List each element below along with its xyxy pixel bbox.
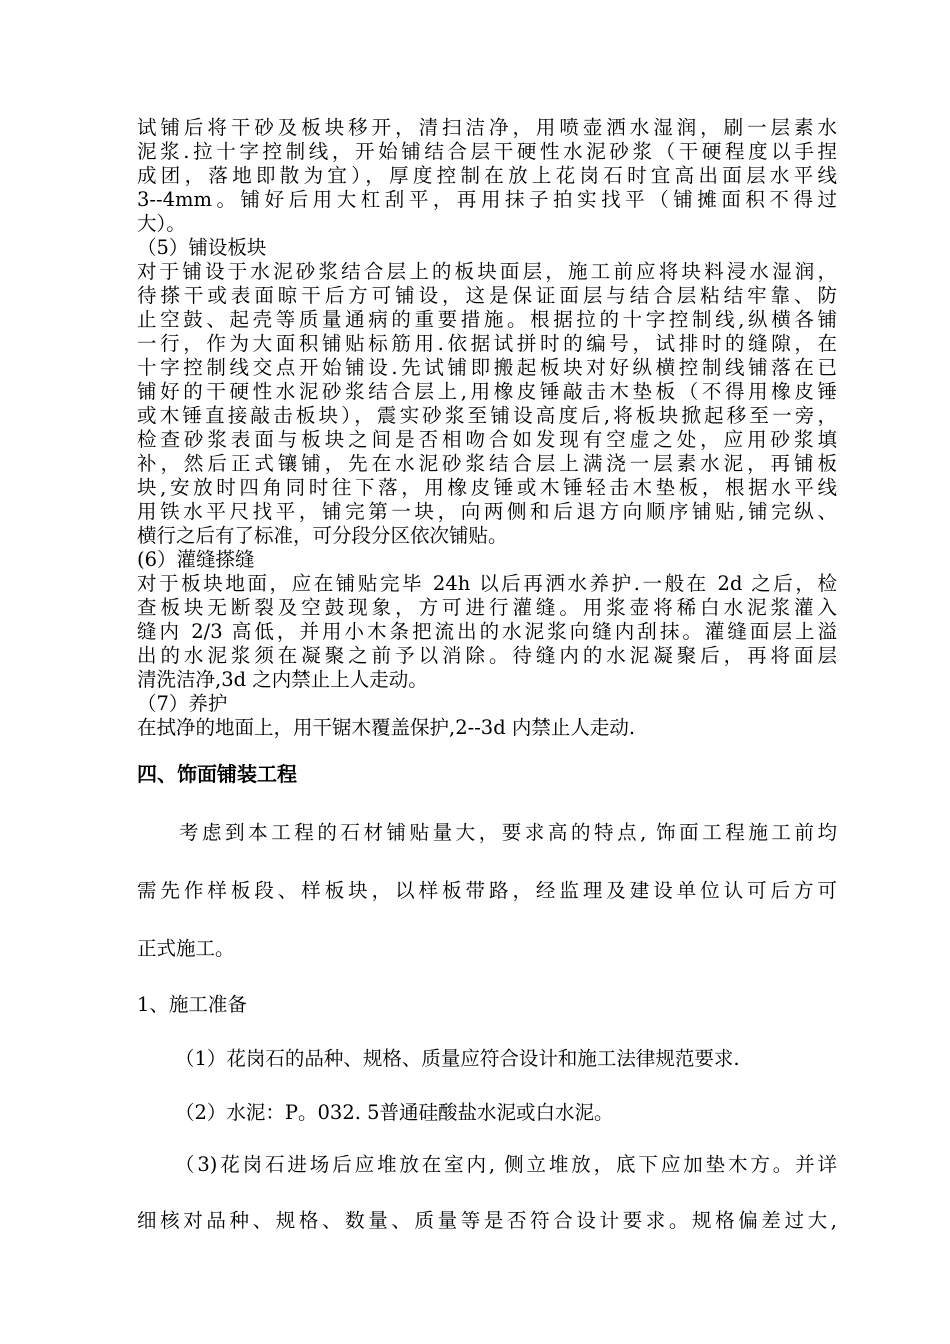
list-item: （1）花岗石的品种、规格、质量应符合设计和施工法律规范要求. bbox=[175, 1047, 740, 1070]
text-line: 出的水泥浆须在凝聚之前予以消除。待缝内的水泥凝聚后，再将面层 bbox=[137, 644, 837, 667]
text-line: 一行，作为大面积铺贴标筋用.依据试拼时的编号，试排时的缝隙，在 bbox=[137, 332, 837, 355]
paragraph-line: 考虑到本工程的石材铺贴量大，要求高的特点, 饰面工程施工前均 bbox=[179, 821, 837, 844]
list-item-continued: 细核对品种、规格、数量、质量等是否符合设计要求。规格偏差过大, bbox=[137, 1209, 837, 1232]
text-line: 大）。 bbox=[137, 212, 186, 235]
text-line: 补，然后正式镶铺，先在水泥砂浆结合层上满浇一层素水泥，再铺板 bbox=[137, 452, 837, 475]
text-line: 或木锤直接敲击板块），震实砂浆至铺设高度后,将板块掀起移至一旁， bbox=[137, 404, 837, 427]
subheading-curing: （7）养护 bbox=[137, 692, 228, 715]
text-line: 缝内 2/3 高低，并用小木条把流出的水泥浆向缝内刮抹。灌缝面层上溢 bbox=[137, 620, 837, 643]
text-line: 对于板块地面，应在铺贴完毕 24h 以后再洒水养护.一般在 2d 之后，检 bbox=[137, 572, 837, 595]
text-line: 清洗洁净,3d 之内禁止上人走动。 bbox=[137, 668, 428, 691]
text-line: 用铁水平尺找平，铺完第一块，向两侧和后退方向顺序铺贴,铺完纵、 bbox=[137, 500, 837, 523]
text-line: 横行之后有了标准，可分段分区依次铺贴。 bbox=[137, 524, 508, 547]
text-line: 成团，落地即散为宜），厚度控制在放上花岗石时宜高出面层水平线 bbox=[137, 164, 837, 187]
text-line: 泥浆.拉十字控制线，开始铺结合层干硬性水泥砂浆（干硬程度以手捏 bbox=[137, 140, 837, 163]
text-line: 块,安放时四角同时往下落，用橡皮锤或木锤轻击木垫板，根据水平线 bbox=[137, 476, 837, 499]
text-line: 3--4mm。铺好后用大杠刮平，再用抹子拍实找平（铺摊面积不得过 bbox=[137, 188, 837, 211]
paragraph-line: 需先作样板段、样板块，以样板带路，经监理及建设单位认可后方可 bbox=[137, 879, 837, 902]
list-item: （3)花岗石进场后应堆放在室内, 侧立堆放，底下应加垫木方。并详 bbox=[175, 1153, 837, 1176]
text-line: 对于铺设于水泥砂浆结合层上的板块面层，施工前应将块料浸水湿润， bbox=[137, 260, 837, 283]
text-line: 止空鼓、起壳等质量通病的重要措施。根据拉的十字控制线,纵横各铺 bbox=[137, 308, 837, 331]
text-line: 查板块无断裂及空鼓现象，方可进行灌缝。用浆壶将稀白水泥浆灌入 bbox=[137, 596, 837, 619]
text-line: 在拭净的地面上，用干锯木覆盖保护,2--3d 内禁止人走动. bbox=[137, 716, 636, 739]
subheading-paving: （5）铺设板块 bbox=[137, 236, 267, 259]
text-line: 待搽干或表面晾干后方可铺设，这是保证面层与结合层粘结牢靠、防 bbox=[137, 284, 837, 307]
section-heading: 四、饰面铺装工程 bbox=[137, 762, 297, 786]
subheading-grouting: (6）灌缝搽缝 bbox=[137, 548, 255, 571]
text-line: 试铺后将干砂及板块移开，清扫洁净，用喷壶洒水湿润，刷一层素水 bbox=[137, 116, 837, 139]
text-line: 铺好的干硬性水泥砂浆结合层上,用橡皮锤敲击木垫板（不得用橡皮锤 bbox=[137, 380, 837, 403]
text-line: 十字控制线交点开始铺设.先试铺即搬起板块对好纵横控制线铺落在已 bbox=[137, 356, 837, 379]
subsection-heading: 1、施工准备 bbox=[137, 993, 247, 1016]
paragraph-line: 正式施工。 bbox=[137, 937, 235, 960]
text-line: 检查砂浆表面与板块之间是否相吻合如发现有空虚之处，应用砂浆填 bbox=[137, 428, 837, 451]
list-item: （2）水泥：P。032. 5普通硅酸盐水泥或白水泥。 bbox=[175, 1101, 614, 1124]
body-text-block bbox=[137, 116, 837, 740]
